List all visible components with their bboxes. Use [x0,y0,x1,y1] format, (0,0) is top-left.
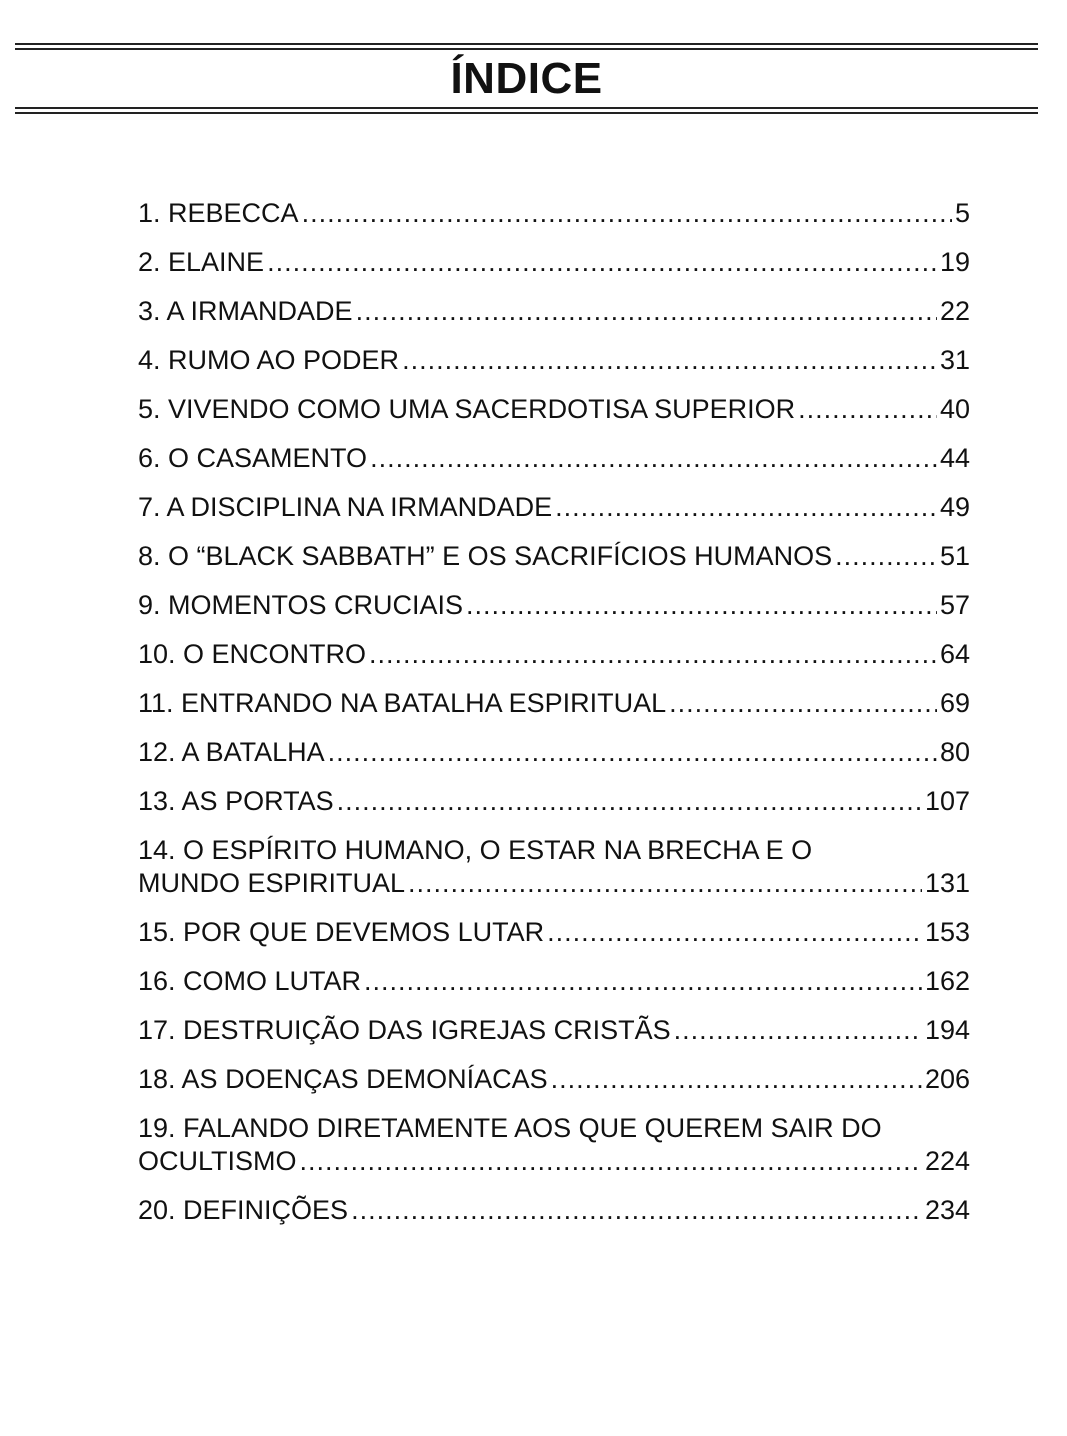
toc-entry-title: 16. COMO LUTAR [138,966,362,996]
toc-entry [138,1014,970,1047]
dot-leader [466,589,937,622]
toc-entry [138,1112,970,1178]
toc-entry-title-line: 19. FALANDO DIRETAMENTE AOS QUE QUEREM SAIR DO [138,1113,882,1143]
toc-entry-title: 3. A IRMANDADE [138,296,353,326]
toc-entry-page-number: 22 [939,296,970,326]
toc-entry-title: 15. POR QUE DEVEMOS LUTAR [138,917,545,947]
toc-entry-page-number: 153 [924,917,970,947]
toc-entry [138,736,970,769]
toc-entry [138,1063,970,1096]
toc-entry-page-number: 194 [924,1015,970,1045]
dot-leader [300,1145,922,1178]
toc-entry-row [138,246,970,279]
toc-entry [138,834,970,900]
toc-entry-row [138,295,970,328]
toc-entry-row [138,1014,970,1047]
toc-entry [138,393,970,426]
toc-entry-page-number: 162 [924,966,970,996]
toc-entry-title: OCULTISMO [138,1146,297,1176]
toc-entry [138,785,970,818]
toc-entry-page-number: 69 [939,688,970,718]
toc-entry-row [138,540,970,573]
dot-leader [364,965,922,998]
dot-leader [555,491,937,524]
toc-entry-row [138,916,970,949]
toc-entry [138,916,970,949]
toc-entry-title-line: 14. O ESPÍRITO HUMANO, O ESTAR NA BRECHA E O [138,835,813,865]
toc-entry-title: 20. DEFINIÇÕES [138,1195,349,1225]
toc-entry-title: 4. RUMO AO PODER [138,345,400,375]
toc-entry-title: 2. ELAINE [138,247,265,277]
toc-entry-page-number: 131 [924,868,970,898]
dot-leader [302,197,952,230]
toc-entry-page-number: 57 [939,590,970,620]
toc-entry [138,540,970,573]
toc-entry-row [138,785,970,818]
toc-entry-page-number: 19 [939,247,970,277]
toc-entry-page-number: 234 [924,1195,970,1225]
toc-entry-title: 10. O ENCONTRO [138,639,367,669]
toc-entry-page-number: 107 [924,786,970,816]
toc-entry-page-number: 31 [939,345,970,375]
header-bottom-rule [15,107,1038,114]
toc-entry-title: 12. A BATALHA [138,737,325,767]
toc-entry [138,197,970,230]
toc-entry [138,589,970,622]
dot-leader [356,295,937,328]
toc-entry [138,491,970,524]
toc-entry-page-number: 224 [924,1146,970,1176]
toc-entry-page-number: 80 [939,737,970,767]
toc-entry-row [138,867,970,900]
toc-entry-title: MUNDO ESPIRITUAL [138,868,406,898]
toc-entry-title: 17. DESTRUIÇÃO DAS IGREJAS CRISTÃS [138,1015,671,1045]
toc-entry [138,295,970,328]
toc-entry-row [138,1145,970,1178]
dot-leader [369,638,937,671]
toc-entry-row [138,687,970,720]
toc-entry-title: 13. AS PORTAS [138,786,334,816]
toc-entry-row [138,965,970,998]
table-of-contents [138,197,970,1243]
toc-entry [138,442,970,475]
toc-entry-title: 9. MOMENTOS CRUCIAIS [138,590,464,620]
toc-entry-title: 8. O “BLACK SABBATH” E OS SACRIFÍCIOS HUMANOS [138,541,833,571]
toc-entry [138,344,970,377]
toc-entry-title: 7. A DISCIPLINA NA IRMANDADE [138,492,553,522]
toc-entry-page-number: 64 [939,639,970,669]
dot-leader [798,393,937,426]
dot-leader [351,1194,922,1227]
toc-entry-row [138,736,970,769]
dot-leader [402,344,937,377]
toc-entry-title: 6. O CASAMENTO [138,443,368,473]
toc-entry-row [138,1063,970,1096]
toc-entry [138,638,970,671]
toc-entry-row [138,442,970,475]
toc-entry-row [138,491,970,524]
toc-entry-page-number: 44 [939,443,970,473]
toc-entry-row [138,393,970,426]
toc-entry-page-number: 206 [924,1064,970,1094]
toc-entry-row [138,344,970,377]
toc-entry-row [138,197,970,230]
toc-entry-page-number: 5 [954,198,970,228]
toc-entry-title: 18. AS DOENÇAS DEMONÍACAS [138,1064,548,1094]
dot-leader [835,540,937,573]
toc-entry-title: 11. ENTRANDO NA BATALHA ESPIRITUAL [138,688,667,718]
toc-entry [138,246,970,279]
dot-leader [267,246,937,279]
toc-entry-row [138,638,970,671]
toc-entry [138,687,970,720]
toc-entry-page-number: 40 [939,394,970,424]
dot-leader [551,1063,922,1096]
page-header [15,43,1038,115]
dot-leader [669,687,937,720]
toc-entry [138,965,970,998]
page-title: ÍNDICE [450,54,603,103]
dot-leader [370,442,937,475]
dot-leader [337,785,922,818]
toc-entry-title: 5. VIVENDO COMO UMA SACERDOTISA SUPERIOR [138,394,796,424]
toc-entry-title: 1. REBECCA [138,198,299,228]
dot-leader [408,867,922,900]
dot-leader [547,916,922,949]
toc-entry-row [138,589,970,622]
header-top-rule [15,43,1038,50]
toc-entry-row [138,1194,970,1227]
dot-leader [328,736,937,769]
dot-leader [674,1014,922,1047]
toc-entry [138,1194,970,1227]
toc-entry-page-number: 51 [939,541,970,571]
toc-entry-page-number: 49 [939,492,970,522]
